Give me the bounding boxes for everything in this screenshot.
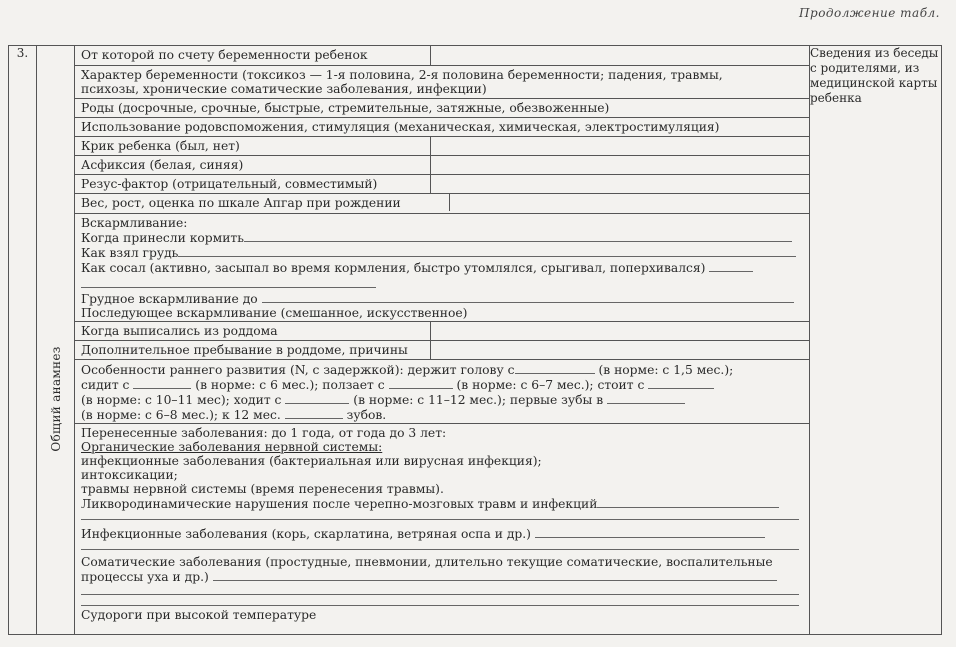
field-dev-sit[interactable]: [133, 377, 191, 389]
feeding-when: [81, 230, 803, 245]
diseases-somatic-label: процессы уха и др.): [81, 569, 209, 584]
diseases-somatic-2: [81, 569, 803, 584]
anamnesis-table: [8, 45, 942, 635]
dev-line-4: [81, 407, 803, 422]
section-title: Общий анамнез: [48, 346, 63, 452]
diseases-somatic: Соматические заболевания (простудные, пневмонии, длительно текущие соматические, воспалительные: [81, 554, 773, 569]
dev-head-norm: (в норме: с 1,5 мес.);: [598, 362, 734, 377]
row-asphyxia: Асфиксия (белая, синяя): [75, 155, 430, 174]
field-feeding-latch[interactable]: [178, 245, 796, 257]
field-infectious[interactable]: [535, 526, 765, 538]
row-rh-factor: Резус-фактор (отрицательный, совместимый): [75, 174, 430, 193]
row-past-diseases: [75, 423, 809, 623]
field-asphyxia[interactable]: [430, 155, 809, 174]
row-cry: Крик ребенка (был, нет): [75, 136, 430, 155]
row-pregnancy-number: От которой по счету беременности ребенок: [75, 46, 430, 65]
feeding-when-label: Когда принесли кормить: [81, 230, 244, 245]
dev-sit-label: сидит с: [81, 377, 130, 392]
diseases-infectious-label: Инфекционные заболевания (корь, скарлатина, ветряная оспа и др.): [81, 526, 531, 541]
dev-line-2: [81, 377, 803, 392]
row-weight-label: Вес, рост, оценка по шкале Апгар при рождении: [81, 195, 401, 210]
feeding-latch-label: Как взял грудь: [81, 245, 179, 260]
field-feeding-when[interactable]: [244, 230, 792, 242]
feeding-latch: [81, 245, 803, 260]
diseases-liquor-label: Ликвородинамические нарушения после черепно-мозговых травм и инфекций: [81, 496, 598, 511]
info-source: Сведения из беседы с родителями, из медицинской карты ребенка: [810, 46, 942, 635]
field-feeding-suck[interactable]: [709, 260, 753, 272]
feeding-breast-label: Грудное вскармливание до: [81, 291, 258, 306]
field-somatic-cont-1[interactable]: [81, 584, 799, 595]
diseases-infectious: [81, 526, 803, 541]
field-discharge[interactable]: [430, 321, 809, 340]
continuation-header: Продолжение табл.: [799, 6, 940, 20]
row-extra-stay: Дополнительное пребывание в роддоме, причины: [75, 340, 430, 359]
field-rh-factor[interactable]: [430, 174, 809, 193]
feeding-title: Вскармливание:: [81, 215, 188, 230]
diseases-title: Перенесенные заболевания: до 1 года, от года до 3 лет:: [81, 425, 447, 440]
diseases-seizures: Судороги при высокой температуре: [81, 607, 317, 622]
field-somatic-cont-2[interactable]: [81, 595, 799, 606]
dev-12m-suffix: зубов.: [346, 407, 387, 422]
field-liquor[interactable]: [597, 496, 779, 508]
row-assistance: Использование родовспоможения, стимуляция (механическая, химическая, электростимуляция): [75, 117, 809, 136]
row-weight: [75, 193, 809, 213]
diseases-liquor: [81, 496, 803, 511]
row-birth: Роды (досрочные, срочные, быстрые, стремительные, затяжные, обезвоженные): [75, 98, 809, 117]
dev-line-1: [81, 362, 803, 377]
field-feeding-breast[interactable]: [262, 291, 794, 303]
feeding-breast: [81, 291, 803, 306]
field-dev-teeth[interactable]: [607, 392, 685, 404]
row-text: Характер беременности (токсикоз — 1-я половина, 2-я половина беременности; падения, травмы,: [81, 67, 723, 82]
field-extra-stay[interactable]: [430, 340, 809, 359]
section-title-cell: [37, 46, 75, 635]
diseases-intoxication: интоксикации;: [81, 467, 178, 482]
field-dev-walk[interactable]: [285, 392, 349, 404]
feeding-subsequent: Последующее вскармливание (смешанное, искусственное): [81, 305, 468, 320]
inner-rows: [75, 46, 809, 623]
field-dev-crawl[interactable]: [389, 377, 453, 389]
feeding-suck-label: Как сосал (активно, засыпал во время кормления, быстро утомлялся, срыгивал, поперхивался): [81, 260, 706, 275]
row-text: психозы, хронические соматические заболевания, инфекции): [81, 81, 487, 96]
feeding-suck: [81, 260, 803, 275]
dev-teeth-label: (в норме: с 11–12 мес.); первые зубы в: [353, 392, 604, 407]
field-dev-12m[interactable]: [285, 407, 343, 419]
field-infectious-cont[interactable]: [81, 541, 799, 550]
field-somatic[interactable]: [213, 569, 777, 581]
field-weight[interactable]: [449, 194, 809, 211]
dev-stand-label: (в норме: с 6–7 мес.); стоит с: [456, 377, 645, 392]
field-pregnancy-number[interactable]: [430, 46, 809, 65]
row-discharge: Когда выписались из роддома: [75, 321, 430, 340]
diseases-infectious-ns: инфекционные заболевания (бактериальная или вирусная инфекция);: [81, 453, 542, 468]
field-cry[interactable]: [430, 136, 809, 155]
field-feeding-suck-cont[interactable]: [81, 276, 376, 288]
dev-walk-label: (в норме: с 10–11 мес); ходит с: [81, 392, 282, 407]
row-feeding: [75, 213, 809, 321]
row-early-development: [75, 359, 809, 423]
diseases-trauma: травмы нервной системы (время перенесения травмы).: [81, 481, 444, 496]
weight-subtable: [75, 194, 809, 211]
field-dev-head[interactable]: [515, 362, 595, 374]
dev-line-3: [81, 392, 803, 407]
section-number: 3.: [9, 46, 37, 635]
dev-head-label: Особенности раннего развития (N, с задержкой): держит голову с: [81, 362, 515, 377]
field-dev-stand[interactable]: [648, 377, 714, 389]
dev-12m-label: (в норме: с 6–8 мес.); к 12 мес.: [81, 407, 281, 422]
field-liquor-cont[interactable]: [81, 511, 799, 520]
section-content: [75, 46, 810, 635]
diseases-organic: Органические заболевания нервной системы:: [81, 439, 383, 454]
row-pregnancy-character: [75, 65, 809, 98]
dev-crawl-label: (в норме: с 6 мес.); ползает с: [195, 377, 385, 392]
